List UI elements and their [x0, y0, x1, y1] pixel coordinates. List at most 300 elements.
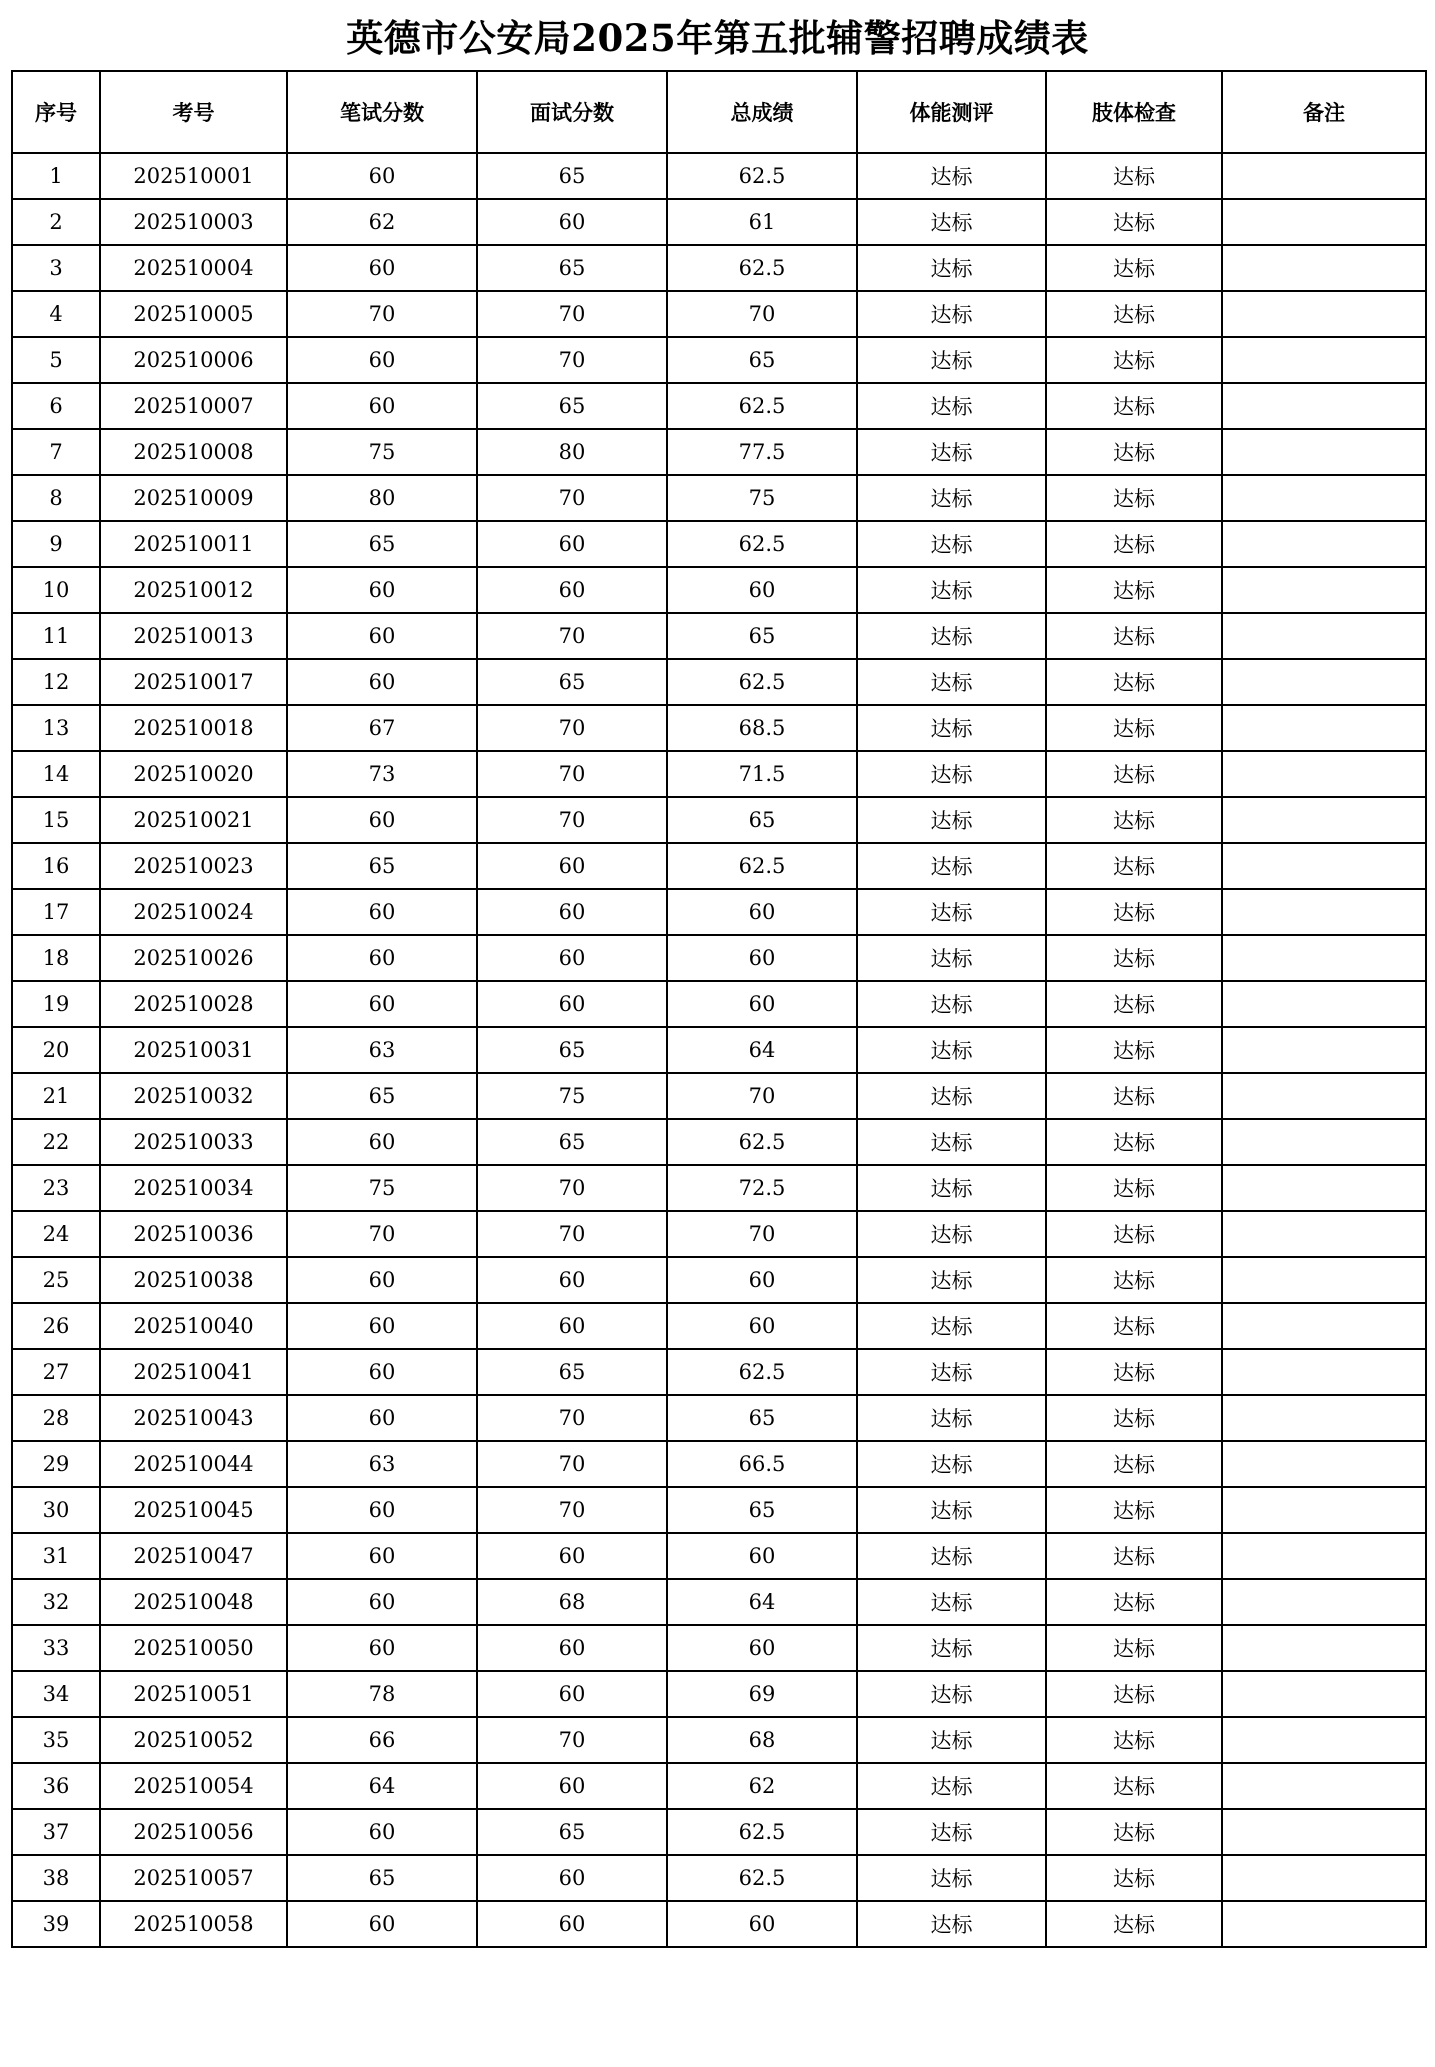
cell-serial-number: 26: [12, 1303, 100, 1349]
cell-written-score: 60: [287, 1579, 477, 1625]
table-row: [12, 1579, 1426, 1625]
cell-serial-number: 20: [12, 1027, 100, 1073]
cell-exam-number: 202510047: [100, 1533, 287, 1579]
cell-physical-check: 达标: [1046, 521, 1222, 567]
cell-remarks: [1222, 1671, 1426, 1717]
cell-written-score: 60: [287, 889, 477, 935]
table-row: [12, 337, 1426, 383]
cell-serial-number: 18: [12, 935, 100, 981]
column-header-written-score: 笔试分数: [287, 71, 477, 153]
cell-serial-number: 6: [12, 383, 100, 429]
table-row: [12, 291, 1426, 337]
cell-fitness-test: 达标: [857, 1165, 1046, 1211]
cell-exam-number: 202510048: [100, 1579, 287, 1625]
table-row: [12, 1809, 1426, 1855]
cell-written-score: 62: [287, 199, 477, 245]
table-row: [12, 1625, 1426, 1671]
cell-written-score: 60: [287, 1303, 477, 1349]
cell-physical-check: 达标: [1046, 567, 1222, 613]
cell-total-score: 62: [667, 1763, 857, 1809]
cell-exam-number: 202510021: [100, 797, 287, 843]
cell-serial-number: 9: [12, 521, 100, 567]
cell-exam-number: 202510034: [100, 1165, 287, 1211]
cell-interview-score: 60: [477, 843, 667, 889]
cell-exam-number: 202510043: [100, 1395, 287, 1441]
cell-remarks: [1222, 1441, 1426, 1487]
header-row: [12, 71, 1426, 153]
cell-written-score: 65: [287, 843, 477, 889]
column-header-total-score: 总成绩: [667, 71, 857, 153]
table-row: [12, 1395, 1426, 1441]
cell-remarks: [1222, 429, 1426, 475]
cell-physical-check: 达标: [1046, 751, 1222, 797]
table-row: [12, 1211, 1426, 1257]
cell-exam-number: 202510001: [100, 153, 287, 199]
cell-written-score: 60: [287, 1119, 477, 1165]
cell-serial-number: 39: [12, 1901, 100, 1947]
cell-fitness-test: 达标: [857, 1901, 1046, 1947]
cell-fitness-test: 达标: [857, 1211, 1046, 1257]
cell-written-score: 64: [287, 1763, 477, 1809]
cell-fitness-test: 达标: [857, 981, 1046, 1027]
cell-written-score: 63: [287, 1027, 477, 1073]
cell-remarks: [1222, 1625, 1426, 1671]
cell-written-score: 60: [287, 1901, 477, 1947]
cell-total-score: 75: [667, 475, 857, 521]
table-row: [12, 981, 1426, 1027]
cell-physical-check: 达标: [1046, 199, 1222, 245]
cell-total-score: 66.5: [667, 1441, 857, 1487]
cell-total-score: 60: [667, 981, 857, 1027]
cell-total-score: 77.5: [667, 429, 857, 475]
cell-fitness-test: 达标: [857, 659, 1046, 705]
cell-remarks: [1222, 751, 1426, 797]
cell-total-score: 62.5: [667, 1855, 857, 1901]
cell-exam-number: 202510028: [100, 981, 287, 1027]
cell-fitness-test: 达标: [857, 153, 1046, 199]
table-row: [12, 521, 1426, 567]
cell-fitness-test: 达标: [857, 1717, 1046, 1763]
cell-interview-score: 60: [477, 935, 667, 981]
cell-total-score: 65: [667, 1487, 857, 1533]
cell-physical-check: 达标: [1046, 1073, 1222, 1119]
cell-written-score: 65: [287, 1073, 477, 1119]
cell-fitness-test: 达标: [857, 291, 1046, 337]
cell-remarks: [1222, 1855, 1426, 1901]
cell-serial-number: 31: [12, 1533, 100, 1579]
document-title: 英德市公安局2025年第五批辅警招聘成绩表: [346, 16, 1089, 60]
table-row: [12, 1257, 1426, 1303]
cell-fitness-test: 达标: [857, 1073, 1046, 1119]
cell-exam-number: 202510020: [100, 751, 287, 797]
cell-interview-score: 65: [477, 383, 667, 429]
cell-interview-score: 70: [477, 1211, 667, 1257]
cell-physical-check: 达标: [1046, 1027, 1222, 1073]
cell-fitness-test: 达标: [857, 613, 1046, 659]
cell-written-score: 60: [287, 1257, 477, 1303]
cell-remarks: [1222, 1717, 1426, 1763]
cell-remarks: [1222, 935, 1426, 981]
cell-interview-score: 80: [477, 429, 667, 475]
cell-interview-score: 65: [477, 1349, 667, 1395]
cell-remarks: [1222, 383, 1426, 429]
table-row: [12, 245, 1426, 291]
cell-remarks: [1222, 521, 1426, 567]
table-row: [12, 1349, 1426, 1395]
cell-fitness-test: 达标: [857, 245, 1046, 291]
cell-fitness-test: 达标: [857, 843, 1046, 889]
cell-total-score: 69: [667, 1671, 857, 1717]
table-row: [12, 1303, 1426, 1349]
cell-total-score: 64: [667, 1579, 857, 1625]
column-header-fitness-test: 体能测评: [857, 71, 1046, 153]
cell-physical-check: 达标: [1046, 1533, 1222, 1579]
cell-written-score: 60: [287, 1487, 477, 1533]
cell-interview-score: 60: [477, 981, 667, 1027]
cell-remarks: [1222, 1349, 1426, 1395]
cell-written-score: 60: [287, 659, 477, 705]
cell-total-score: 64: [667, 1027, 857, 1073]
cell-total-score: 62.5: [667, 1349, 857, 1395]
column-header-exam-number: 考号: [100, 71, 287, 153]
cell-serial-number: 30: [12, 1487, 100, 1533]
cell-written-score: 67: [287, 705, 477, 751]
table-row: [12, 935, 1426, 981]
cell-serial-number: 29: [12, 1441, 100, 1487]
cell-serial-number: 13: [12, 705, 100, 751]
cell-serial-number: 23: [12, 1165, 100, 1211]
cell-exam-number: 202510023: [100, 843, 287, 889]
cell-remarks: [1222, 475, 1426, 521]
cell-physical-check: 达标: [1046, 1763, 1222, 1809]
cell-serial-number: 2: [12, 199, 100, 245]
table-row: [12, 751, 1426, 797]
table-row: [12, 1073, 1426, 1119]
cell-remarks: [1222, 1533, 1426, 1579]
column-header-remarks: 备注: [1222, 71, 1426, 153]
cell-written-score: 60: [287, 153, 477, 199]
cell-fitness-test: 达标: [857, 1625, 1046, 1671]
cell-physical-check: 达标: [1046, 1211, 1222, 1257]
cell-total-score: 68: [667, 1717, 857, 1763]
table-row: [12, 613, 1426, 659]
cell-total-score: 60: [667, 1303, 857, 1349]
table-row: [12, 1671, 1426, 1717]
cell-fitness-test: 达标: [857, 1671, 1046, 1717]
cell-interview-score: 60: [477, 567, 667, 613]
cell-serial-number: 1: [12, 153, 100, 199]
cell-fitness-test: 达标: [857, 1257, 1046, 1303]
cell-exam-number: 202510044: [100, 1441, 287, 1487]
cell-physical-check: 达标: [1046, 383, 1222, 429]
cell-fitness-test: 达标: [857, 521, 1046, 567]
cell-exam-number: 202510041: [100, 1349, 287, 1395]
cell-written-score: 60: [287, 245, 477, 291]
cell-physical-check: 达标: [1046, 935, 1222, 981]
cell-serial-number: 15: [12, 797, 100, 843]
cell-serial-number: 3: [12, 245, 100, 291]
cell-physical-check: 达标: [1046, 1579, 1222, 1625]
cell-fitness-test: 达标: [857, 337, 1046, 383]
cell-physical-check: 达标: [1046, 153, 1222, 199]
cell-total-score: 62.5: [667, 1119, 857, 1165]
table-row: [12, 843, 1426, 889]
cell-interview-score: 70: [477, 1395, 667, 1441]
cell-exam-number: 202510038: [100, 1257, 287, 1303]
table-row: [12, 1901, 1426, 1947]
cell-remarks: [1222, 613, 1426, 659]
cell-total-score: 70: [667, 1211, 857, 1257]
cell-interview-score: 70: [477, 1165, 667, 1211]
cell-interview-score: 70: [477, 291, 667, 337]
cell-interview-score: 70: [477, 705, 667, 751]
table-row: [12, 153, 1426, 199]
cell-physical-check: 达标: [1046, 1303, 1222, 1349]
cell-interview-score: 70: [477, 613, 667, 659]
cell-fitness-test: 达标: [857, 475, 1046, 521]
cell-fitness-test: 达标: [857, 567, 1046, 613]
cell-serial-number: 17: [12, 889, 100, 935]
column-header-physical-check: 肢体检查: [1046, 71, 1222, 153]
cell-exam-number: 202510057: [100, 1855, 287, 1901]
table-row: [12, 567, 1426, 613]
cell-written-score: 75: [287, 1165, 477, 1211]
table-row: [12, 659, 1426, 705]
cell-written-score: 73: [287, 751, 477, 797]
cell-interview-score: 60: [477, 1257, 667, 1303]
cell-written-score: 60: [287, 1625, 477, 1671]
cell-exam-number: 202510011: [100, 521, 287, 567]
cell-serial-number: 8: [12, 475, 100, 521]
cell-total-score: 68.5: [667, 705, 857, 751]
table-row: [12, 797, 1426, 843]
cell-fitness-test: 达标: [857, 383, 1046, 429]
cell-total-score: 60: [667, 1257, 857, 1303]
cell-remarks: [1222, 659, 1426, 705]
cell-written-score: 75: [287, 429, 477, 475]
cell-written-score: 60: [287, 383, 477, 429]
table-row: [12, 383, 1426, 429]
cell-physical-check: 达标: [1046, 1625, 1222, 1671]
cell-fitness-test: 达标: [857, 1763, 1046, 1809]
cell-written-score: 70: [287, 1211, 477, 1257]
cell-physical-check: 达标: [1046, 1809, 1222, 1855]
cell-physical-check: 达标: [1046, 337, 1222, 383]
cell-written-score: 66: [287, 1717, 477, 1763]
cell-interview-score: 60: [477, 1855, 667, 1901]
cell-written-score: 60: [287, 1809, 477, 1855]
cell-exam-number: 202510054: [100, 1763, 287, 1809]
cell-remarks: [1222, 1027, 1426, 1073]
cell-remarks: [1222, 567, 1426, 613]
cell-interview-score: 65: [477, 1027, 667, 1073]
column-header-serial-number: 序号: [12, 71, 100, 153]
table-row: [12, 1441, 1426, 1487]
cell-total-score: 65: [667, 1395, 857, 1441]
cell-fitness-test: 达标: [857, 705, 1046, 751]
cell-serial-number: 7: [12, 429, 100, 475]
cell-fitness-test: 达标: [857, 1579, 1046, 1625]
cell-interview-score: 60: [477, 1303, 667, 1349]
cell-exam-number: 202510036: [100, 1211, 287, 1257]
cell-written-score: 70: [287, 291, 477, 337]
cell-total-score: 62.5: [667, 383, 857, 429]
cell-serial-number: 10: [12, 567, 100, 613]
cell-interview-score: 60: [477, 1901, 667, 1947]
cell-remarks: [1222, 843, 1426, 889]
cell-fitness-test: 达标: [857, 751, 1046, 797]
column-header-interview-score: 面试分数: [477, 71, 667, 153]
cell-physical-check: 达标: [1046, 613, 1222, 659]
cell-physical-check: 达标: [1046, 1901, 1222, 1947]
cell-physical-check: 达标: [1046, 1349, 1222, 1395]
cell-interview-score: 70: [477, 797, 667, 843]
cell-interview-score: 70: [477, 1441, 667, 1487]
table-body: [12, 153, 1426, 1947]
cell-remarks: [1222, 1901, 1426, 1947]
cell-remarks: [1222, 337, 1426, 383]
cell-total-score: 60: [667, 1533, 857, 1579]
table-row: [12, 1165, 1426, 1211]
cell-physical-check: 达标: [1046, 1395, 1222, 1441]
cell-physical-check: 达标: [1046, 797, 1222, 843]
cell-total-score: 70: [667, 1073, 857, 1119]
cell-fitness-test: 达标: [857, 1487, 1046, 1533]
cell-physical-check: 达标: [1046, 1165, 1222, 1211]
cell-written-score: 60: [287, 567, 477, 613]
cell-serial-number: 37: [12, 1809, 100, 1855]
cell-written-score: 80: [287, 475, 477, 521]
cell-interview-score: 65: [477, 1119, 667, 1165]
cell-interview-score: 65: [477, 1809, 667, 1855]
cell-physical-check: 达标: [1046, 1671, 1222, 1717]
cell-exam-number: 202510003: [100, 199, 287, 245]
cell-serial-number: 28: [12, 1395, 100, 1441]
cell-serial-number: 5: [12, 337, 100, 383]
cell-total-score: 62.5: [667, 843, 857, 889]
cell-exam-number: 202510032: [100, 1073, 287, 1119]
cell-interview-score: 65: [477, 659, 667, 705]
cell-serial-number: 34: [12, 1671, 100, 1717]
cell-serial-number: 12: [12, 659, 100, 705]
cell-fitness-test: 达标: [857, 1809, 1046, 1855]
cell-remarks: [1222, 1763, 1426, 1809]
cell-written-score: 60: [287, 935, 477, 981]
cell-exam-number: 202510009: [100, 475, 287, 521]
cell-written-score: 60: [287, 1395, 477, 1441]
cell-total-score: 60: [667, 1901, 857, 1947]
cell-total-score: 60: [667, 935, 857, 981]
cell-total-score: 60: [667, 567, 857, 613]
cell-serial-number: 38: [12, 1855, 100, 1901]
cell-physical-check: 达标: [1046, 843, 1222, 889]
cell-physical-check: 达标: [1046, 981, 1222, 1027]
cell-total-score: 70: [667, 291, 857, 337]
cell-exam-number: 202510004: [100, 245, 287, 291]
cell-interview-score: 60: [477, 1533, 667, 1579]
table-row: [12, 1487, 1426, 1533]
cell-remarks: [1222, 291, 1426, 337]
cell-interview-score: 70: [477, 1717, 667, 1763]
cell-physical-check: 达标: [1046, 1855, 1222, 1901]
cell-exam-number: 202510005: [100, 291, 287, 337]
cell-remarks: [1222, 153, 1426, 199]
cell-exam-number: 202510017: [100, 659, 287, 705]
cell-physical-check: 达标: [1046, 475, 1222, 521]
cell-interview-score: 70: [477, 1487, 667, 1533]
cell-interview-score: 75: [477, 1073, 667, 1119]
cell-serial-number: 19: [12, 981, 100, 1027]
cell-fitness-test: 达标: [857, 429, 1046, 475]
cell-written-score: 63: [287, 1441, 477, 1487]
cell-physical-check: 达标: [1046, 429, 1222, 475]
cell-physical-check: 达标: [1046, 1119, 1222, 1165]
score-table: [11, 70, 1427, 1948]
cell-total-score: 65: [667, 613, 857, 659]
table-row: [12, 199, 1426, 245]
cell-interview-score: 70: [477, 751, 667, 797]
cell-interview-score: 60: [477, 521, 667, 567]
table-row: [12, 705, 1426, 751]
cell-physical-check: 达标: [1046, 1441, 1222, 1487]
table-header: [12, 71, 1426, 153]
cell-remarks: [1222, 1303, 1426, 1349]
cell-exam-number: 202510058: [100, 1901, 287, 1947]
cell-total-score: 65: [667, 337, 857, 383]
cell-written-score: 60: [287, 797, 477, 843]
cell-interview-score: 70: [477, 475, 667, 521]
cell-serial-number: 4: [12, 291, 100, 337]
cell-interview-score: 60: [477, 1763, 667, 1809]
cell-remarks: [1222, 1211, 1426, 1257]
cell-interview-score: 70: [477, 337, 667, 383]
cell-exam-number: 202510007: [100, 383, 287, 429]
cell-interview-score: 68: [477, 1579, 667, 1625]
cell-total-score: 62.5: [667, 521, 857, 567]
cell-physical-check: 达标: [1046, 245, 1222, 291]
cell-exam-number: 202510024: [100, 889, 287, 935]
cell-total-score: 65: [667, 797, 857, 843]
cell-remarks: [1222, 889, 1426, 935]
cell-interview-score: 60: [477, 1625, 667, 1671]
cell-serial-number: 16: [12, 843, 100, 889]
cell-total-score: 62.5: [667, 245, 857, 291]
cell-fitness-test: 达标: [857, 889, 1046, 935]
cell-interview-score: 60: [477, 1671, 667, 1717]
cell-serial-number: 25: [12, 1257, 100, 1303]
cell-physical-check: 达标: [1046, 1717, 1222, 1763]
cell-physical-check: 达标: [1046, 705, 1222, 751]
table-row: [12, 475, 1426, 521]
cell-physical-check: 达标: [1046, 659, 1222, 705]
cell-physical-check: 达标: [1046, 889, 1222, 935]
cell-serial-number: 22: [12, 1119, 100, 1165]
cell-written-score: 60: [287, 337, 477, 383]
table-row: [12, 1027, 1426, 1073]
cell-remarks: [1222, 1257, 1426, 1303]
cell-total-score: 60: [667, 889, 857, 935]
cell-written-score: 60: [287, 1533, 477, 1579]
cell-fitness-test: 达标: [857, 199, 1046, 245]
cell-serial-number: 33: [12, 1625, 100, 1671]
cell-serial-number: 35: [12, 1717, 100, 1763]
cell-exam-number: 202510031: [100, 1027, 287, 1073]
cell-total-score: 71.5: [667, 751, 857, 797]
cell-remarks: [1222, 1395, 1426, 1441]
table-row: [12, 1533, 1426, 1579]
cell-exam-number: 202510033: [100, 1119, 287, 1165]
table-row: [12, 1717, 1426, 1763]
